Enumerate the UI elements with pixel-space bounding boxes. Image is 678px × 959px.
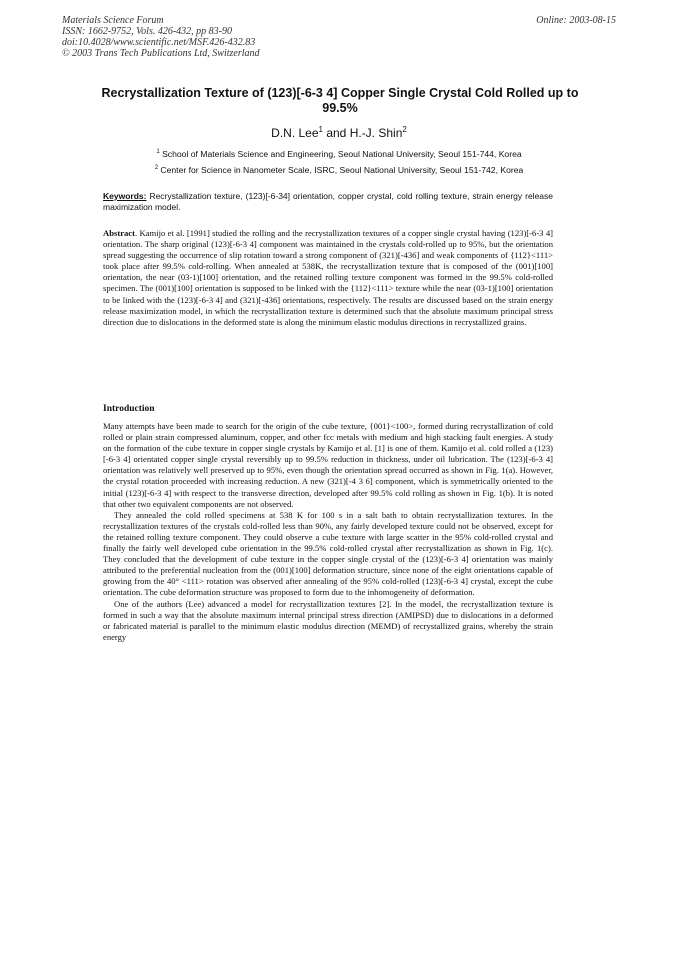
affiliation-1 — [0, 149, 678, 159]
issn-line: ISSN: 1662-9752, Vols. 426-432, pp 83-90 — [62, 26, 232, 37]
paper-title: Recrystallization Texture of (123)[-6-3 4] Copper Single Crystal Cold Rolled up to 99.5% — [101, 86, 579, 115]
author-conjunction: and — [322, 126, 350, 140]
keywords-text: Recrystallization texture, (123)[-6-34] orientation, copper crystal, cold rolling texture, strain energy release maximization model. — [103, 191, 553, 212]
copyright-line: © 2003 Trans Tech Publications Ltd, Switzerland — [62, 48, 260, 59]
introduction-paragraph-3: One of the authors (Lee) advanced a model for recrystallization textures [2]. In the model, the recrystallization texture is formed in such a way that the absolute maximum internal principal stress direction (AMIPSD) due to dislocations in a deformed or fabricated material is parallel to the minimum elastic modulus direction (MEMD) of recrystallized grains, whereby the strain energy — [103, 598, 553, 642]
keywords-label: Keywords: — [103, 191, 147, 201]
abstract-label: Abstract — [103, 228, 135, 238]
affiliation-1-text: School of Materials Science and Engineering, Seoul National University, Seoul 151-744, Korea — [162, 149, 522, 159]
affiliation-2-text: Center for Science in Nanometer Scale, ISRC, Seoul National University, Seoul 151-742, Korea — [160, 165, 524, 175]
introduction-heading: Introduction — [103, 404, 155, 414]
affiliation-1-mark: 1 — [156, 149, 160, 156]
publication-info — [62, 15, 260, 59]
author-lee: D.N. Lee — [271, 126, 319, 140]
author-shin-affil-mark: 2 — [402, 125, 407, 134]
author-lee-affil-mark: 1 — [318, 125, 323, 134]
introduction-body — [103, 421, 553, 643]
keywords-block — [103, 191, 553, 213]
abstract-text: . Kamijo et al. [1991] studied the rolling and the recrystallization textures of a copper single crystal having (123)[-6-3 4] orientation. The sharp original (123)[-6-3 4] component was maintained in the crystals cold-rolled up to 95%, but the orientation spread suggesting the occurrence of slip rotation toward a strong component of (321)[-436] and weak components of {112}<111> took place after 99.5% cold-rolling. When annealed at 538K, the recrystallization texture that is composed of the (001)[100] orientation, the near (03-1)[100] orientation, and the retained rolling texture component was formed in the 99.5% cold-rolled specimen. The (001)[100] orientation is supposed to be linked with the {112}<111> texture while the near (03-1)[100] orientation to be linked with the (123)[-6-3 4] and (321)[-436] orientations, respectively. The results are discussed based on the strain energy release maximization model, in which the recrystallization texture is determined such that the absolute maximum principal stress direction due to dislocations in the deformed state is along the minimum elastic modulus directions in recrystallized grains. — [103, 228, 553, 327]
introduction-paragraph-1: Many attempts have been made to search for the origin of the cube texture, {001}<100>, formed during recrystallization of cold rolled or plain strain compressed aluminum, copper, and other fcc metals with medium and high stacking fault energies. A study on the formation of the cube texture in copper single crystals by Kamijo et al. [1] is one of them. Kamijo et al. cold rolled a (123)[-6-3 4] orientated copper single crystal reversibly up to 99.5% reduction in thickness, under oil lubrication. The (123)[-6-3 4] orientation was relatively well preserved up to 95%, even though the orientation spread occurred as shown in Fig. 1(a). However, the crystal rotation proceeded with increasing reduction. A new (321)[-4 3 6] component, which is symmetrically oriented to the initial (123)[-6-3 4] with respect to the transverse direction, developed after 99.5% cold rolling as shown in Fig. 1(b). It is noted that other two equivalent components are not observed. — [103, 421, 553, 509]
online-date: Online: 2003-08-15 — [536, 15, 616, 26]
introduction-paragraph-2: They annealed the cold rolled specimens at 538 K for 100 s in a salt bath to obtain recrystallization textures. In the recrystallization textures of the crystals cold-rolled less than 90%, any fairly developed texture could not be observed, except for the retained rolling texture component. They could observe a cube texture with large scatter in the 95% cold-rolled crystal and finally the fairly well developed cube orientation in the 99.5% cold-rolled crystal after recrystallization as shown in Fig. 1(c). They concluded that the development of cube texture in the copper single crystal of the (123)[-6-3 4] orientation was mainly attributed to the preferential nucleation from the (001)[100] deformation structure, since none of the eight orientations capable of growing from the 40° <111> rotation was observed after annealing of the 95% cold-rolled (123)[-6-3 4] crystal, except the cube orientation. The cube deformation structure was proposed to form due to the inhomogeneity of deformation. — [103, 509, 553, 598]
doi-link[interactable]: doi:10.4028/www.scientific.net/MSF.426-432.83 — [62, 37, 256, 48]
affiliation-2-mark: 2 — [154, 165, 159, 172]
author-shin: H.-J. Shin — [349, 126, 403, 140]
affiliation-2 — [0, 165, 678, 175]
author-line — [0, 125, 678, 140]
abstract-block — [103, 228, 553, 328]
journal-name: Materials Science Forum — [62, 15, 164, 26]
